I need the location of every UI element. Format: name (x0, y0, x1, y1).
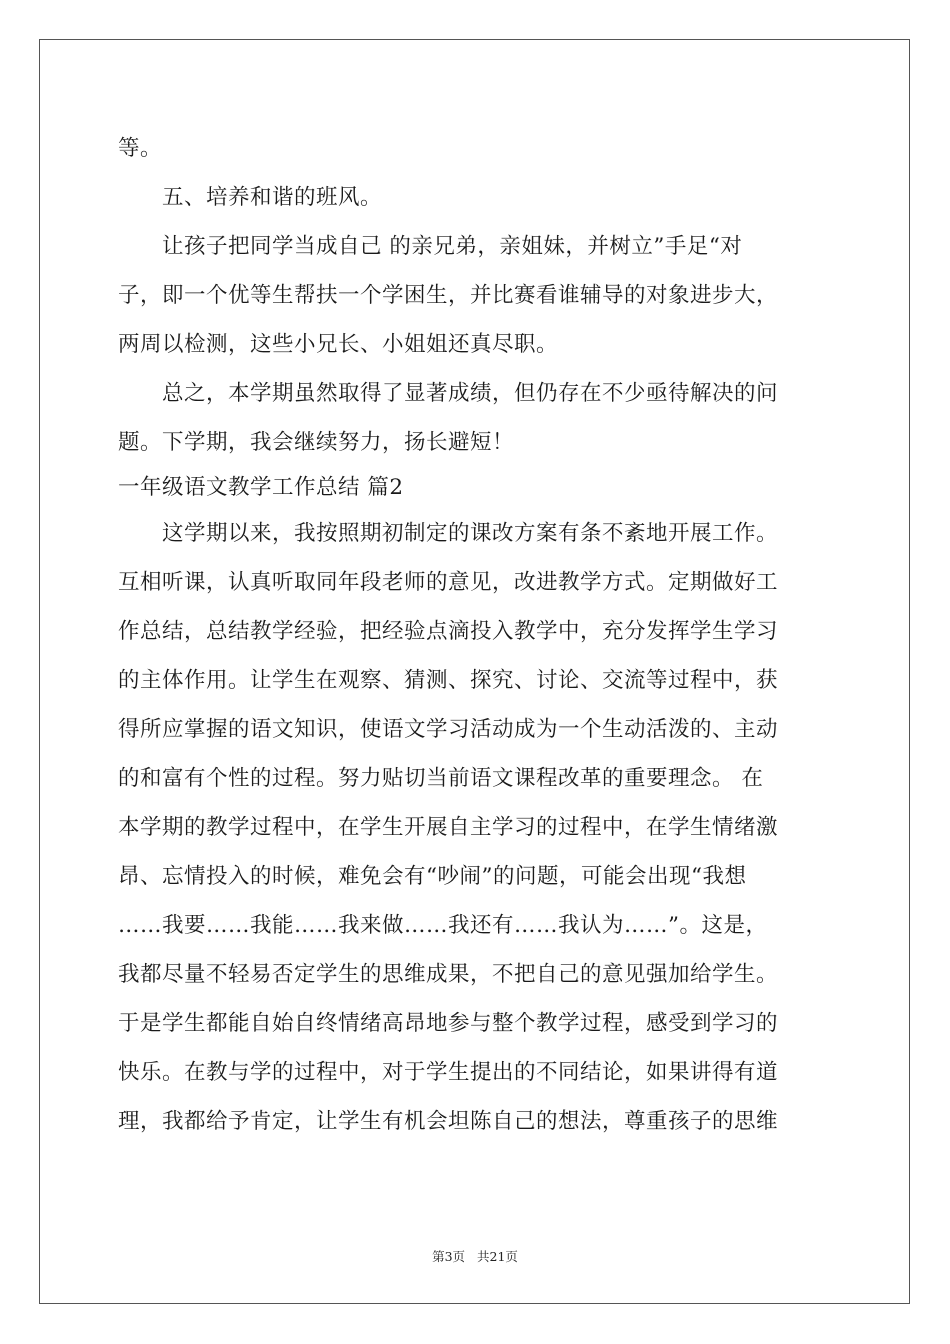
section-line: 我都尽量不轻易否定学生的思维成果，不把自己的意见强加给学生。 (118, 962, 779, 987)
section-line: 于是学生都能自始自终情绪高昂地参与整个教学过程，感受到学习的 (118, 1011, 779, 1036)
body-line: 等。 (118, 136, 163, 161)
page-total: 共21页 (477, 1249, 518, 1264)
section-line: 得所应掌握的语文知识，使语文学习活动成为一个生动活泼的、主动 (118, 717, 779, 742)
section-heading: 一年级语文教学工作总结 篇2 (118, 475, 404, 500)
body-line: 五、培养和谐的班风。 (118, 185, 383, 210)
section-line: ……我要……我能……我来做……我还有……我认为……”。这是， (118, 913, 768, 938)
section-line: 的和富有个性的过程。努力贴切当前语文课程改革的重要理念。 在 (118, 766, 764, 791)
body-line: 题。下学期，我会继续努力，扬长避短！ (118, 430, 515, 455)
body-line: 让孩子把同学当成自己 的亲兄弟，亲姐妹，并树立”手足“对 (118, 234, 743, 259)
body-line: 两周以检测，这些小兄长、小姐姐还真尽职。 (118, 332, 559, 357)
document-body (118, 124, 832, 1146)
section-line: 理，我都给予肯定，让学生有机会坦陈自己的想法，尊重孩子的思维 (118, 1109, 779, 1134)
body-line: 子，即一个优等生帮扶一个学困生，并比赛看谁辅导的对象进步大， (118, 283, 779, 308)
section-line: 互相听课，认真听取同年段老师的意见，改进教学方式。定期做好工 (118, 570, 779, 595)
page-number: 第3页 (432, 1249, 466, 1264)
body-line: 总之，本学期虽然取得了显著成绩，但仍存在不少亟待解决的问 (118, 381, 779, 406)
page-footer (0, 1247, 950, 1265)
section-line: 昂、忘情投入的时候，难免会有“吵闹”的问题，可能会出现“我想 (118, 864, 747, 889)
section-line: 这学期以来，我按照期初制定的课改方案有条不紊地开展工作。 (118, 521, 779, 546)
section-line: 快乐。在教与学的过程中，对于学生提出的不同结论，如果讲得有道 (118, 1060, 779, 1085)
section-line: 作总结，总结教学经验，把经验点滴投入教学中，充分发挥学生学习 (118, 619, 779, 644)
section-line: 的主体作用。让学生在观察、猜测、探究、讨论、交流等过程中，获 (118, 668, 779, 693)
section-line: 本学期的教学过程中，在学生开展自主学习的过程中，在学生情绪激 (118, 815, 779, 840)
